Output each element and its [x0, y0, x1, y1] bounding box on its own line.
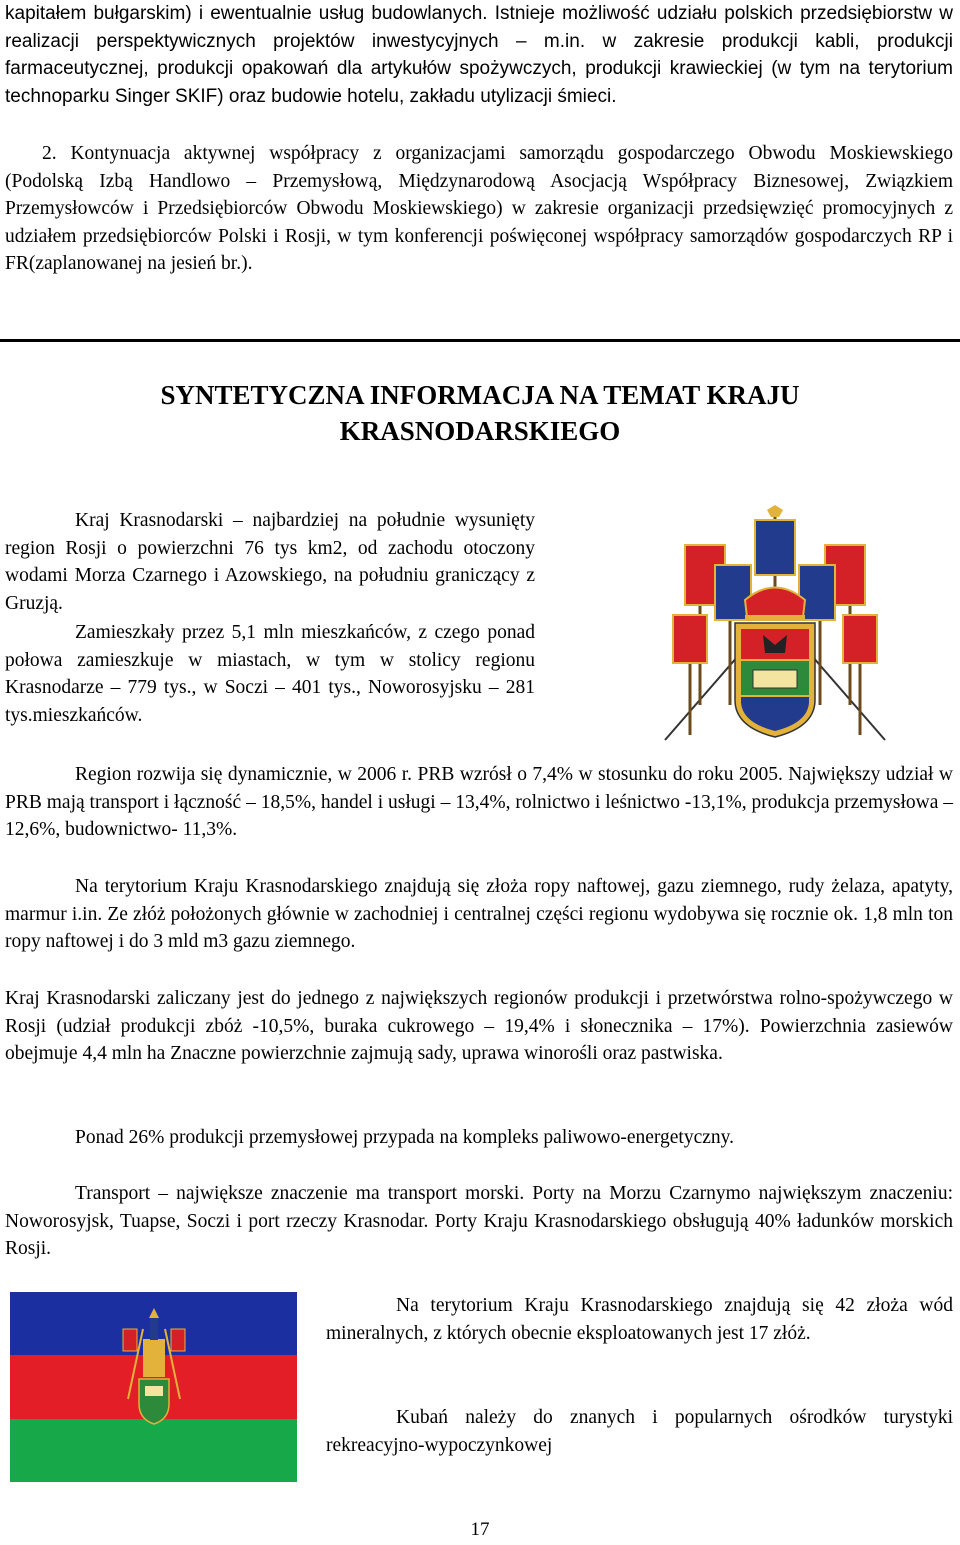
region-paragraph: Kraj Krasnodarski – najbardziej na południe wysunięty region Rosji o powierzchni 76 tys km2, od zachodu otoczony wodami Morza Czarnego i Azowskiego, na południu graniczący z Gruzją. — [5, 510, 535, 614]
intro-paragraph: kapitałem bułgarskim) i ewentualnie usług budowlanych. Istnieje możliwość udziału polskich przedsiębiorstw w realizacji perspektywicznych projektów inwestycyjnych – m.in. w zakresie produkcji kabli, produkcji farmaceutycznej, produkcji opakowań dla artykułów spożywczych, produkcji krawieckiej (w tym na terytorium technoparku Singer SKIF) oraz budowie hotelu, zakładu utylizacji śmieci. — [5, 3, 953, 107]
agriculture-paragraph: Kraj Krasnodarski zaliczany jest do jednego z największych regionów produkcji i przetwórstwa rolno-spożywczego w Rosji (udział produkcji zbóż -10,5%, buraka cukrowego – 19,4% i słonecznika – 17%). Powierzchnia zasiewów obejmuje 4,4 mln ha Znaczne powierzchnie zajmują sady, uprawa winorośli oraz pastwiska. — [5, 988, 953, 1064]
coat-of-arms-icon — [655, 505, 895, 750]
prb-paragraph: Region rozwija się dynamicznie, w 2006 r. PRB wzrósł o 7,4% w stosunku do roku 2005. Największy udział w PRB mają transport i łączność – 18,5%, handel i usługi – 13,4%, rolnictwo i leśnictwo -13,1%, produkcja przemysłowa – 12,6%, budownictwo- 11,3%. — [5, 764, 953, 840]
title-line-1: SYNTETYCZNA INFORMACJA NA TEMAT KRAJU — [160, 380, 800, 410]
resources-paragraph: Na terytorium Kraju Krasnodarskiego znajdują się złoża ropy naftowej, gazu ziemnego, rudy żelaza, apatyty, marmur i.in. Ze złóż położonych głównie w zachodniej i centralnej części regionu wydobywa się rocznie ok. 1,8 mln ton ropy naftowej i do 3 mld m3 gazu ziemnego. — [5, 876, 953, 952]
population-paragraph: Zamieszkały przez 5,1 mln mieszkańców, z czego ponad połowa zamieszkuje w miastach, w tym w stolicy regionu Krasnodarze – 779 tys., w Soczi – 401 tys., Noworosyjsku – 281 tys.mieszkańców. — [5, 622, 535, 726]
page-number: 17 — [470, 1519, 490, 1540]
mineral-waters-paragraph: Na terytorium Kraju Krasnodarskiego znajdują się 42 złoża wód mineralnych, z których obecnie eksploatowanych jest 17 złóż. — [326, 1295, 953, 1344]
point-2-paragraph: 2. Kontynuacja aktywnej współpracy z organizacjami samorządu gospodarczego Obwodu Moskiewskiego (Podolską Izbą Handlowo – Przemysłową, Międzynarodową Asocjacją Współpracy Biznesowej, Związkiem Przemysłowców i Przedsiębiorców Obwodu Moskiewskiego) w zakresie organizacji przedsięwzięć promocyjnych z udziałem przedsiębiorców Polski i Rosji, w tym konferencji poświęconej współpracy samorządów gospodarczych RP i FR(zaplanowanej na jesień br.). — [5, 143, 953, 274]
flag-icon — [10, 1292, 297, 1482]
page-title — [0, 377, 960, 449]
section-divider — [0, 339, 960, 342]
transport-paragraph: Transport – największe znaczenie ma transport morski. Porty na Morzu Czarnymo największym znaczeniu: Noworosyjsk, Tuapse, Soczi i port rzeczy Krasnodar. Porty Kraju Krasnodarskiego obsługują 40% ładunków morskich Rosji. — [5, 1183, 953, 1259]
energy-paragraph: Ponad 26% produkcji przemysłowej przypada na kompleks paliwowo-energetyczny. — [75, 1127, 735, 1148]
title-line-2: KRASNODARSKIEGO — [339, 416, 621, 446]
tourism-paragraph: Kubań należy do znanych i popularnych ośrodków turystyki rekreacyjno-wypoczynkowej — [326, 1407, 953, 1456]
